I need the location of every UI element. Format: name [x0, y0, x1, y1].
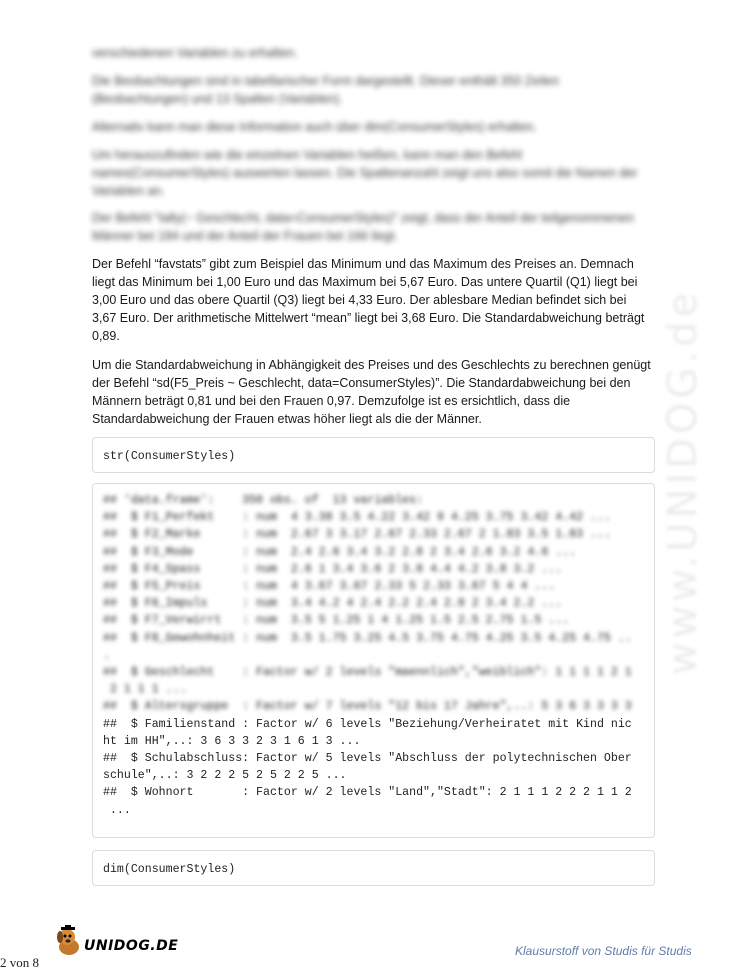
- output-line: ## $ Wohnort : Factor w/ 2 levels "Land","Stadt": 2 1 1 1 2 2 2 1 1 2: [103, 786, 632, 800]
- output-line: ## $ F6_Impuls : num 3.4 4.2 4 2.4 2.2 2.4 2.8 2 3.4 2.2 ...: [103, 597, 563, 611]
- favstats-paragraph: Der Befehl “favstats” gibt zum Beispiel das Minimum und das Maximum des Preises an. Demnach liegt das Minimum bei 1,00 Euro und das Maximum bei 5,67 Euro. Das untere Quartil (Q1) liegt bei 3,00 Euro und das obere Quartil (Q3) liegt bei 4,33 Euro. Der ablesbare Median befindet sich bei 3,67 Euro. Der arithmetische Mittelwert “mean” liegt bei 3,68 Euro. Die Standardabweichung beträgt 0,89.: [92, 257, 645, 343]
- output-line: ## $ F5_Preis : num 4 3.67 3.67 2.33 5 2.33 3.67 5 4 4 ...: [103, 580, 556, 594]
- output-line: ## $ Familienstand : Factor w/ 6 levels "Beziehung/Verheiratet mit Kind nic: [103, 717, 632, 731]
- code-str-command: str(ConsumerStyles): [103, 450, 236, 463]
- output-line: ## $ F4_Spass : num 2.6 1 3.4 3.6 2 3.8 4.4 4.2 3.8 3.2 ...: [103, 562, 563, 576]
- output-line: ht im HH",..: 3 6 3 3 2 3 1 6 1 3 ...: [103, 734, 361, 748]
- output-line: schule",..: 3 2 2 2 5 2 5 2 2 5 ...: [103, 769, 347, 783]
- code-block-dim: [92, 850, 655, 886]
- logo-text: UNIDOG.DE: [84, 938, 179, 954]
- intro-paragraph: Alternativ kann man diese Information auch über dim(ConsumerStyles) erhalten.: [92, 120, 537, 134]
- intro-paragraph: Der Befehl "tally(~ Geschlecht, data=ConsumerStyles)" zeigt, dass der Anteil der teilgenommenen Männer bei 184 und der Anteil der Frauen bei 166 liegt.: [92, 211, 634, 243]
- dog-mascot-icon: [52, 925, 86, 959]
- output-line: ## $ F7_Verwirrt : num 3.5 5 1.25 1 4 1.25 1.5 2.5 2.75 1.5 ...: [103, 614, 570, 628]
- output-line: 2 1 1 1 ...: [103, 683, 187, 697]
- output-line: .: [103, 648, 110, 662]
- output-visible-lines: [103, 716, 644, 819]
- output-line: ## $ F8_Gewohnheit : num 3.5 1.75 3.25 4.5 3.75 4.75 4.25 3.5 4.25 4.75 ..: [103, 631, 632, 645]
- output-line: ...: [103, 803, 131, 817]
- output-blurred-lines: [103, 492, 644, 716]
- output-line: ## $ F3_Mode : num 2.4 2.6 3.4 3.2 2.8 2 3.4 2.6 3.2 4.6 ...: [103, 545, 577, 559]
- sd-paragraph: Um die Standardabweichung in Abhängigkeit des Preises und des Geschlechts zu berechnen genügt der Befehl “sd(F5_Preis ~ Geschlecht, data=ConsumerStyles)”. Die Standardabweichung bei den Männern beträgt 0,81 und bei den Frauen 0,97. Demzufolge ist es ersichtlich, dass die Standardabweichung der Frauen etwas höher liegt als die der Männer.: [92, 358, 651, 426]
- code-dim-command: dim(ConsumerStyles): [103, 863, 236, 876]
- output-line: ## $ F1_Perfekt : num 4 3.38 3.5 4.22 3.42 9 4.25 3.75 3.42 4.42 ...: [103, 511, 611, 525]
- code-block-str: [92, 437, 655, 473]
- footer-tagline: Klausurstoff von Studis für Studis: [515, 944, 692, 958]
- code-output-block: [92, 483, 655, 838]
- output-line: ## $ F2_Marke : num 2.67 3 3.17 2.67 2.33 2.67 2 1.83 3.5 1.83 ...: [103, 528, 611, 542]
- watermark: www.UNIDOG.de: [660, 288, 706, 675]
- intro-paragraph: Die Beobachtungen sind in tabellarischer Form dargestellt. Dieser enthält 350 Zeilen (Beobachtungen) und 13 Spalten (Variablen).: [92, 74, 559, 106]
- unidog-logo: [52, 925, 179, 961]
- output-line: ## $ Geschlecht : Factor w/ 2 levels "maennlich","weiblich": 1 1 1 1 2 1: [103, 666, 632, 680]
- output-line: ## $ Schulabschluss: Factor w/ 5 levels "Abschluss der polytechnischen Ober: [103, 752, 632, 766]
- intro-paragraph: Um herauszufinden wie die einzelnen Variablen heißen, kann man den Befehl names(ConsumerStyles) auswerten lassen. Die Spaltenanzahl zeigt uns also somit die Namen der Variablen an.: [92, 148, 638, 198]
- intro-paragraph: verschiedenen Variablen zu erhalten.: [92, 46, 298, 60]
- page-number: 2 von 8: [0, 955, 39, 970]
- output-line: ## 'data.frame': 350 obs. of 13 variables:: [103, 494, 424, 507]
- output-line: ## $ Altersgruppe : Factor w/ 7 levels "12 bis 17 Jahre",..: 5 3 6 3 3 3 3: [103, 700, 632, 714]
